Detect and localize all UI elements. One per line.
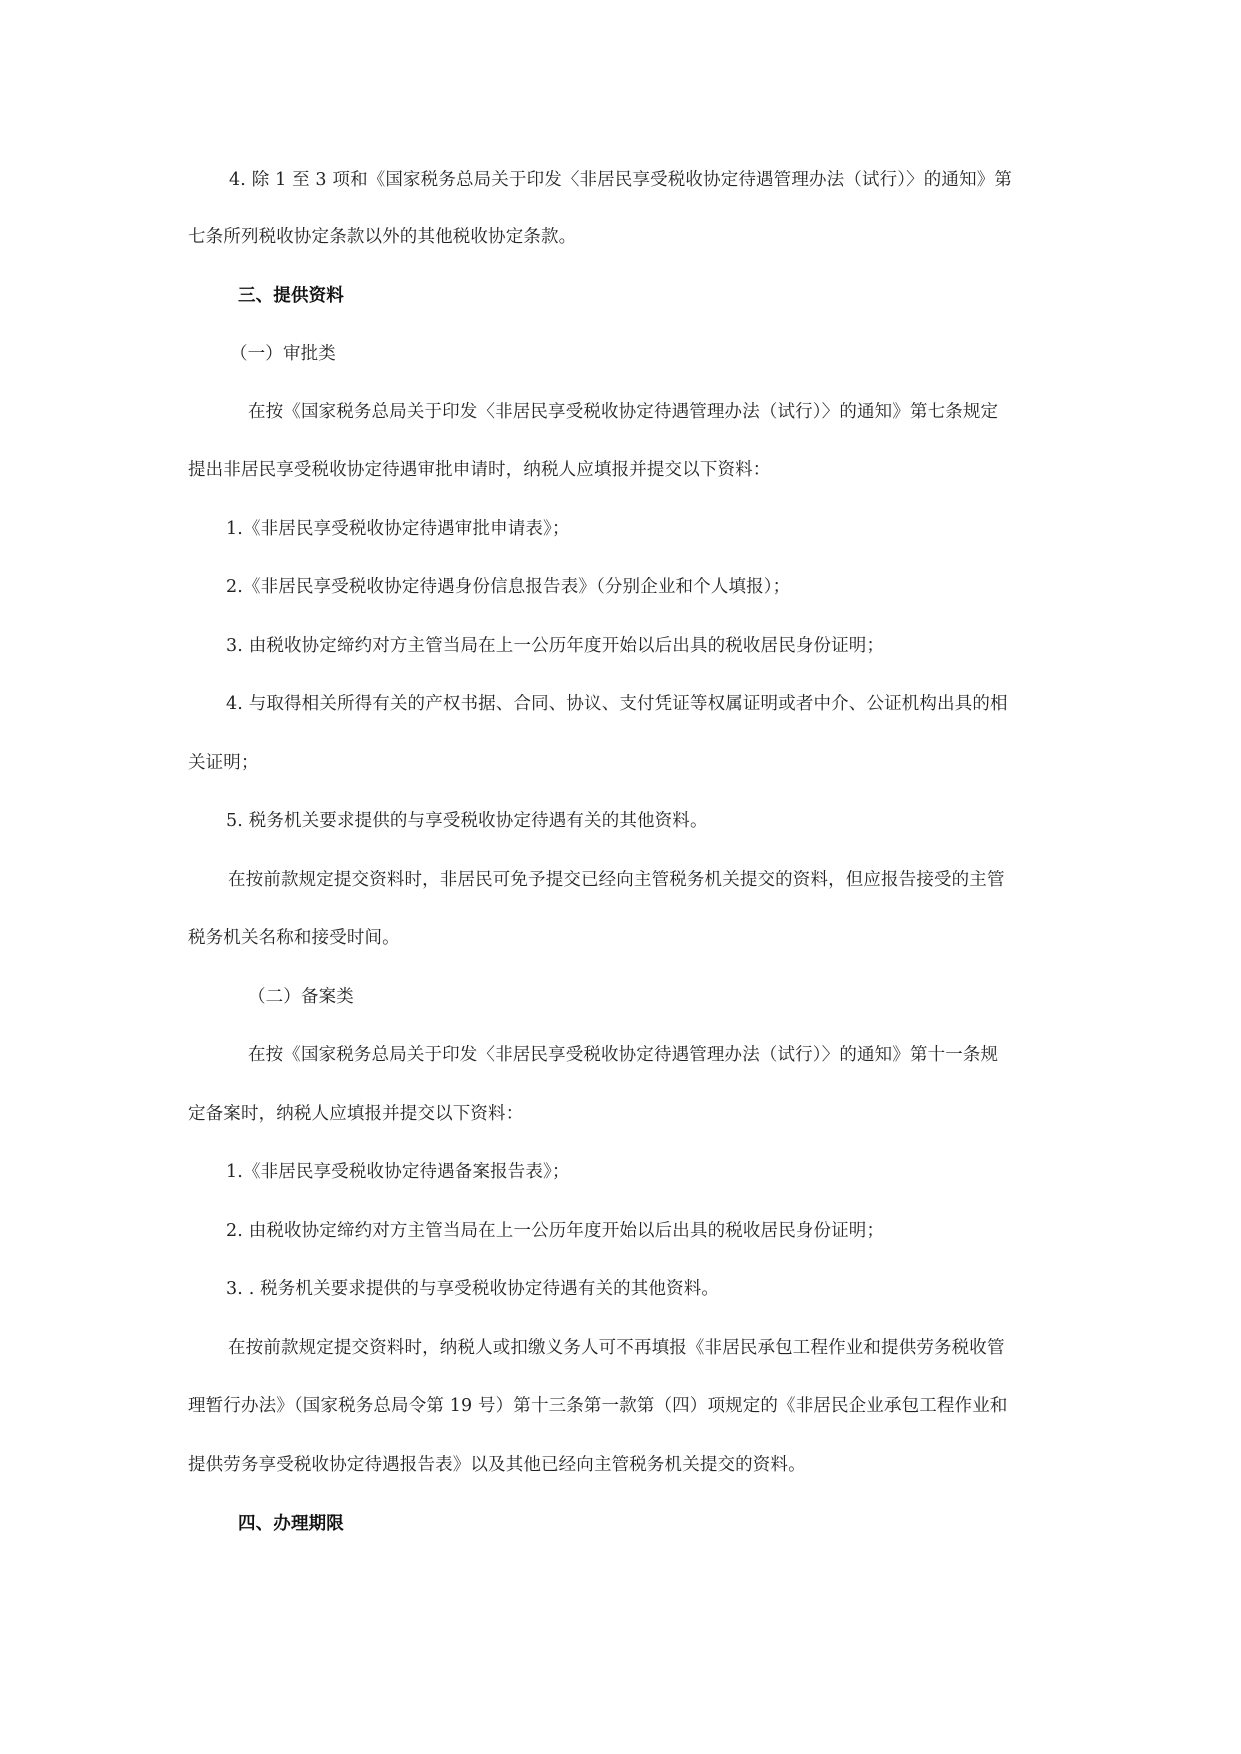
sub2-list-item-1: 1.《非居民享受税收协定待遇备案报告表》； [226,1162,570,1182]
sub1-intro-line1: 在按《国家税务总局关于印发〈非居民享受税收协定待遇管理办法（试行）〉的通知》第七条规定 [248,402,999,422]
sub1-heading: （一）审批类 [230,344,336,364]
sub2-intro-line1: 在按《国家税务总局关于印发〈非居民享受税收协定待遇管理办法（试行）〉的通知》第十一条规 [248,1045,999,1065]
section4-heading: 四、办理期限 [238,1514,344,1534]
sub2-list-item-3: 3. . 税务机关要求提供的与享受税收协定待遇有关的其他资料。 [226,1279,720,1299]
sub2-note-line1: 在按前款规定提交资料时，纳税人或扣缴义务人可不再填报《非居民承包工程作业和提供劳务税收管 [228,1338,1005,1358]
item4-text-line1: 4. 除 1 至 3 项和《国家税务总局关于印发〈非居民享受税收协定待遇管理办法（试行）〉的通知》第 [229,170,1013,190]
sub2-note-line3: 提供劳务享受税收协定待遇报告表》以及其他已经向主管税务机关提交的资料。 [188,1455,806,1475]
sub1-note-line1: 在按前款规定提交资料时，非居民可免予提交已经向主管税务机关提交的资料，但应报告接受的主管 [228,870,1005,890]
sub1-list-item-3: 3. 由税收协定缔约对方主管当局在上一公历年度开始以后出具的税收居民身份证明； [226,636,885,656]
sub1-list-item-4-line2: 关证明； [188,753,259,773]
section3-heading: 三、提供资料 [238,286,344,306]
sub1-list-item-5: 5. 税务机关要求提供的与享受税收协定待遇有关的其他资料。 [226,811,708,831]
sub1-list-item-2: 2.《非居民享受税收协定待遇身份信息报告表》（分别企业和个人填报）； [226,577,791,597]
sub2-note-line2: 理暂行办法》（国家税务总局令第 19 号）第十三条第一款第（四）项规定的《非居民企业承包工程作业和 [188,1396,1008,1416]
sub1-intro-line2: 提出非居民享受税收协定待遇审批申请时，纳税人应填报并提交以下资料： [188,460,771,480]
item4-text-line2: 七条所列税收协定条款以外的其他税收协定条款。 [188,227,577,247]
sub1-list-item-1: 1.《非居民享受税收协定待遇审批申请表》； [226,519,570,539]
sub1-list-item-4-line1: 4. 与取得相关所得有关的产权书据、合同、协议、支付凭证等权属证明或者中介、公证机构出具的相 [226,694,1008,714]
sub2-heading: （二）备案类 [248,987,354,1007]
sub1-note-line2: 税务机关名称和接受时间。 [188,928,400,948]
sub2-intro-line2: 定备案时，纳税人应填报并提交以下资料： [188,1104,524,1124]
sub2-list-item-2: 2. 由税收协定缔约对方主管当局在上一公历年度开始以后出具的税收居民身份证明； [226,1221,885,1241]
